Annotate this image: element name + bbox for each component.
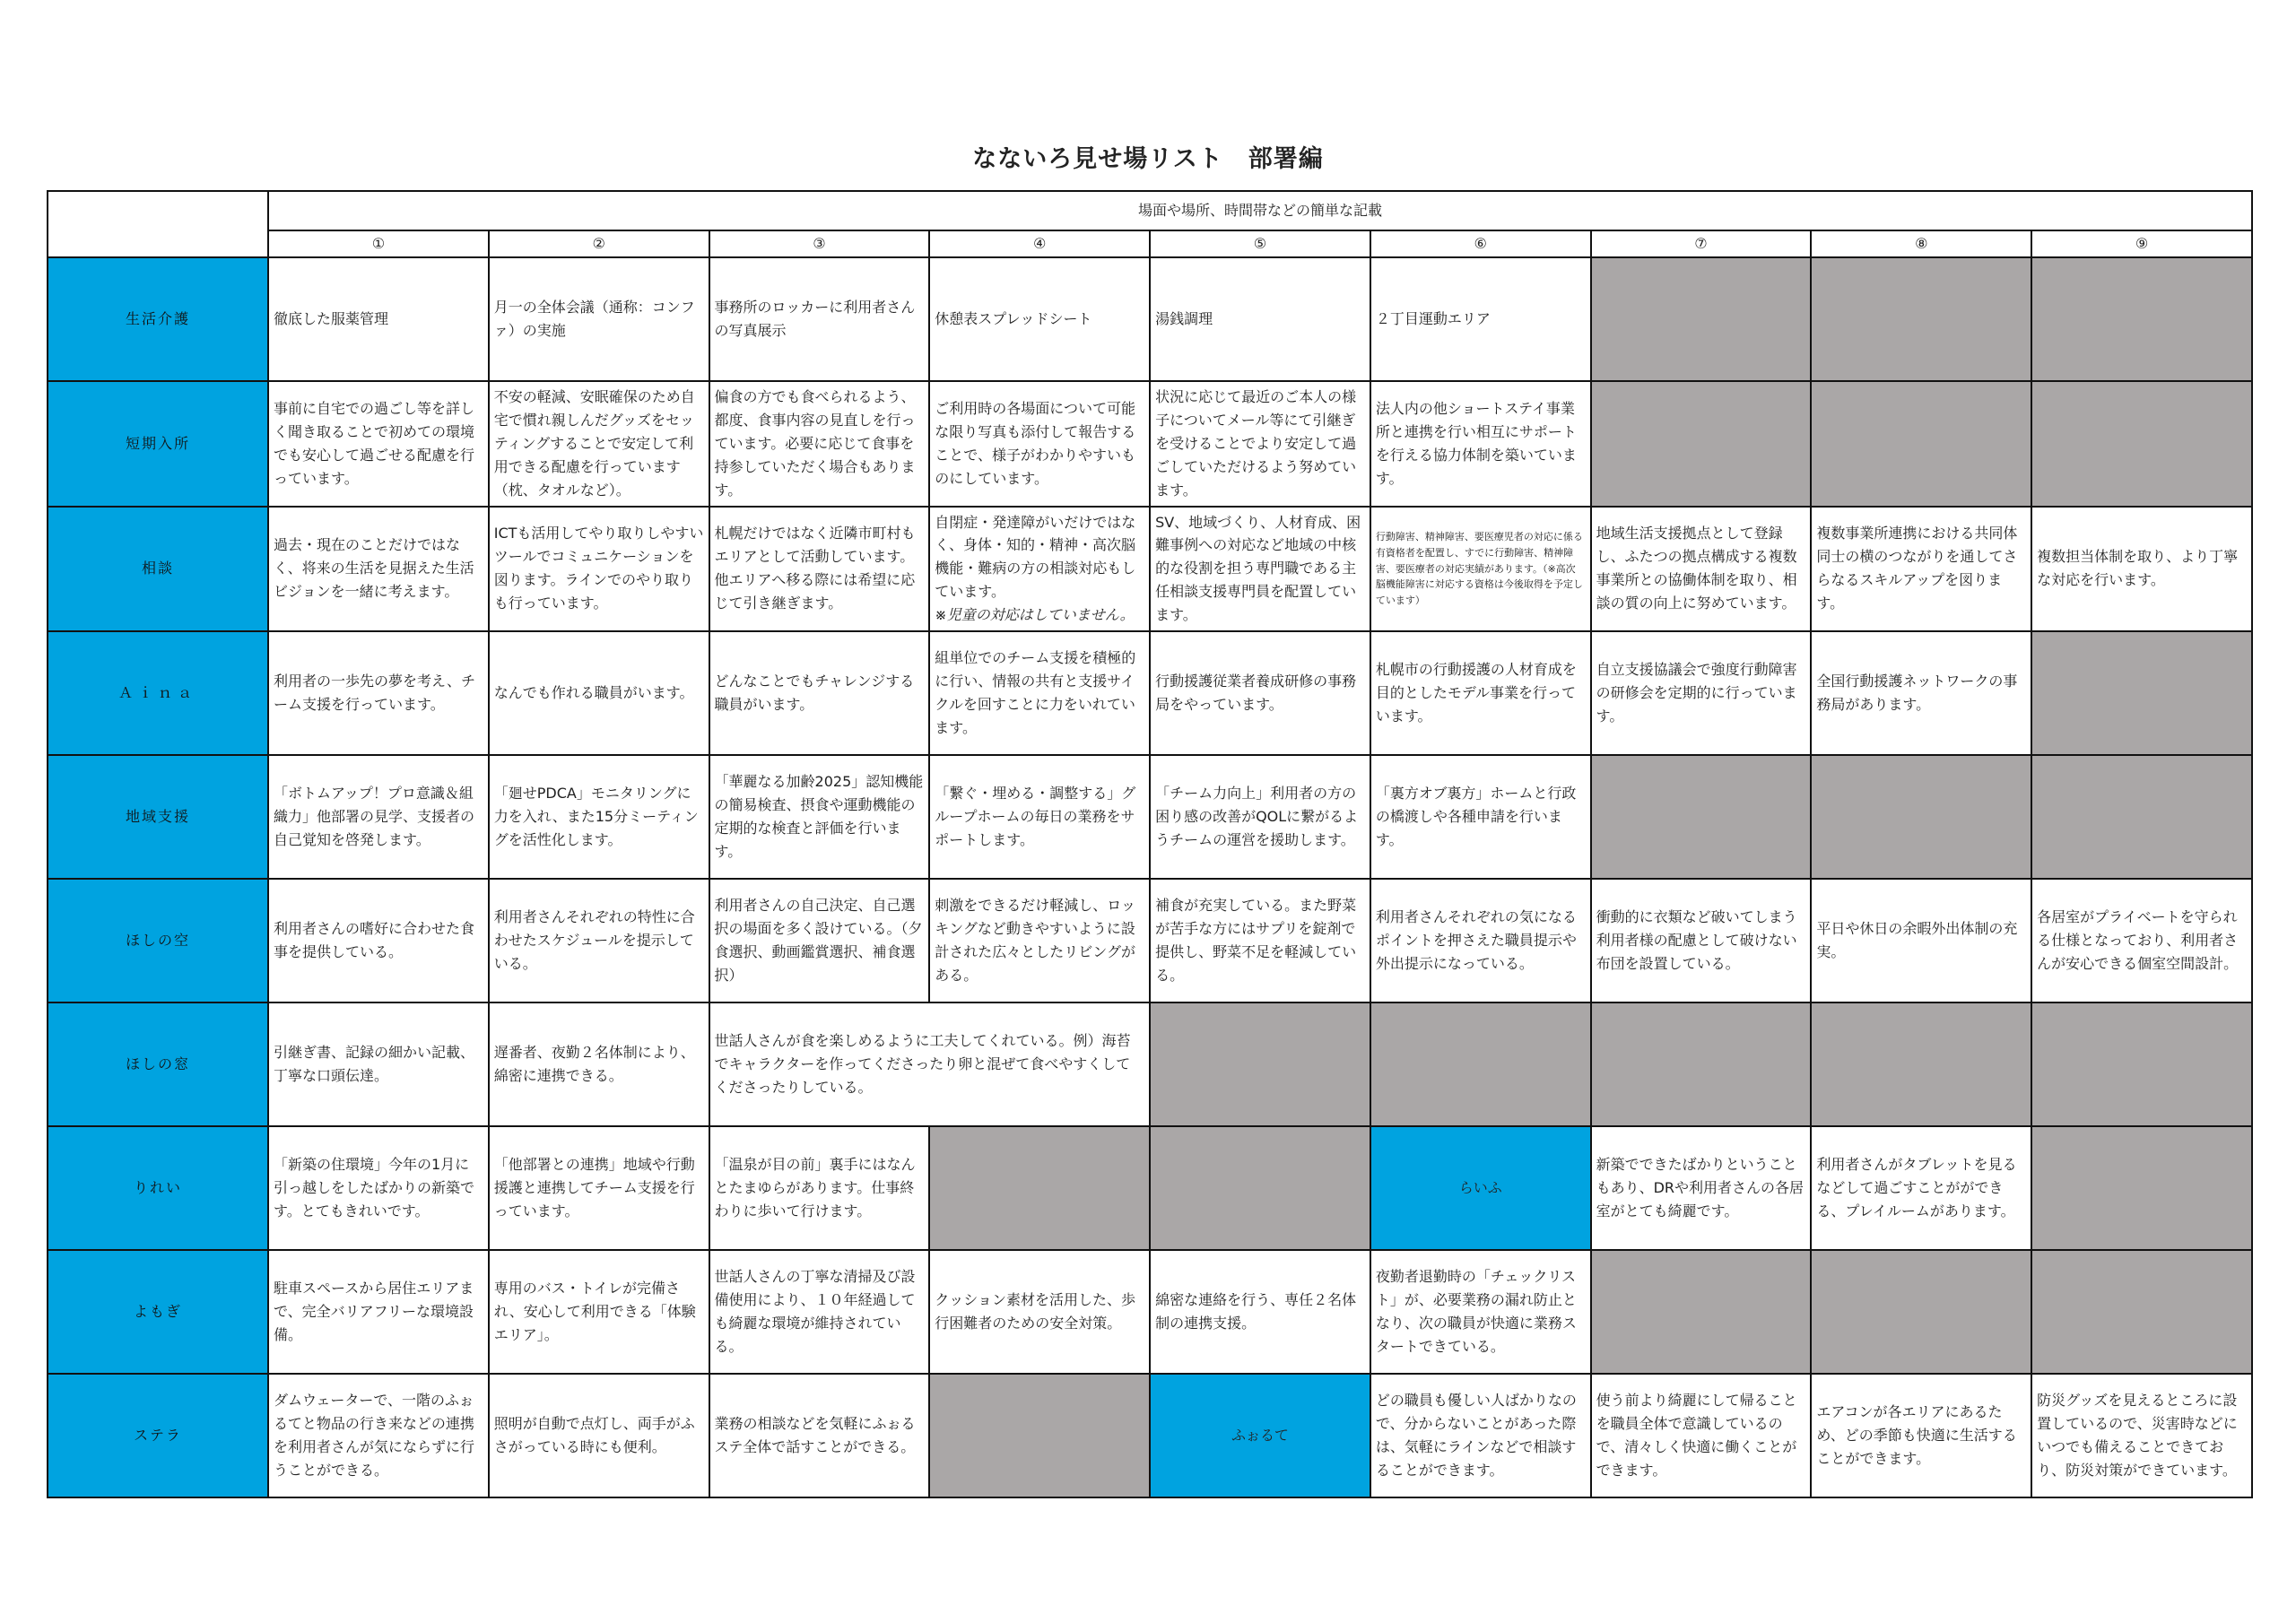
table-cell: 組単位でのチーム支援を積極的に行い、情報の共有と支援サイクルを回すことに力をいれています。	[929, 631, 1150, 755]
empty-cell	[2031, 381, 2252, 507]
empty-cell	[929, 1126, 1150, 1250]
table-cell: 「他部署との連携」地域や行動援護と連携してチーム支援を行っています。	[489, 1126, 709, 1250]
empty-cell	[1591, 1250, 1812, 1374]
table-cell: 駐車スペースから居住エリアまで、完全バリアフリーな環境設備。	[268, 1250, 489, 1374]
table-cell: 利用者の一歩先の夢を考え、チーム支援を行っています。	[268, 631, 489, 755]
table-cell: 利用者さんの自己決定、自己選択の場面を多く設けている。（夕食選択、動画鑑賞選択、補食選択）	[709, 879, 930, 1002]
table-cell: 「繋ぐ・埋める・調整する」グループホームの毎日の業務をサポートします。	[929, 755, 1150, 879]
table-cell: 複数事業所連携における共同体同士の横のつながりを通してさらなるスキルアップを図ります。	[1811, 507, 2031, 632]
table-cell: 利用者さんがタブレットを見るなどして過ごすことがができる、プレイルームがあります。	[1811, 1126, 2031, 1250]
table-row	[48, 631, 2252, 755]
empty-cell	[1150, 1126, 1370, 1250]
table-cell: 世話人さんが食を楽しめるように工夫してくれている。例）海苔でキャラクターを作ってくださったり卵と混ぜて食べやすくしてくださったりしている。	[709, 1002, 1151, 1126]
table-cell: 刺激をできるだけ軽減し、ロッキングなど動きやすいように設計された広々としたリビングがある。	[929, 879, 1150, 1002]
column-number: ⑧	[1811, 230, 2031, 257]
table-row	[48, 1126, 2252, 1250]
empty-cell	[1591, 381, 1812, 507]
cell-note: ※児童の対応はしていません。	[935, 606, 1135, 624]
column-number: ⑨	[2031, 230, 2252, 257]
table-cell: クッション素材を活用した、歩行困難者のための安全対策。	[929, 1250, 1150, 1374]
header-row	[48, 191, 2252, 230]
department-name: よもぎ	[48, 1250, 268, 1374]
table-cell: 補食が充実している。また野菜が苦手な方にはサプリを錠剤で提供し、野菜不足を軽減している。	[1150, 879, 1370, 1002]
empty-cell	[1591, 257, 1812, 381]
table-row	[48, 1250, 2252, 1374]
empty-cell	[2031, 631, 2252, 755]
table-cell: 業務の相談などを気軽にふぉるステ全体で話すことができる。	[709, 1374, 930, 1497]
table-cell: 「温泉が目の前」裏手にはなんとたまゆらがあります。仕事終わりに歩いて行けます。	[709, 1126, 930, 1250]
table-row	[48, 381, 2252, 507]
table-cell: 各居室がプライベートを守られる仕様となっており、利用者さんが安心できる個室空間設計。	[2031, 879, 2252, 1002]
table-row	[48, 879, 2252, 1002]
table-cell: 衝動的に衣類など破いてしまう利用者様の配慮として破けない布団を設置している。	[1591, 879, 1812, 1002]
department-name: 生活介護	[48, 257, 268, 381]
table-cell: 照明が自動で点灯し、両手がふさがっている時にも便利。	[489, 1374, 709, 1497]
empty-cell	[1811, 1250, 2031, 1374]
department-name: ほしの窓	[48, 1002, 268, 1126]
table-cell: 徹底した服薬管理	[268, 257, 489, 381]
column-number: ⑤	[1150, 230, 1370, 257]
table-cell: ２丁目運動エリア	[1370, 257, 1591, 381]
table-cell: 札幌市の行動援護の人材育成を目的としたモデル事業を行っています。	[1370, 631, 1591, 755]
table-row	[48, 755, 2252, 879]
table-cell: 全国行動援護ネットワークの事務局があります。	[1811, 631, 2031, 755]
column-number: ⑥	[1370, 230, 1591, 257]
empty-cell	[929, 1374, 1150, 1497]
table-cell: 世話人さんの丁寧な清掃及び設備使用により、１０年経過しても綺麗な環境が維持されている。	[709, 1250, 930, 1374]
table-cell: 「華麗なる加齢2025」認知機能の簡易検査、摂食や運動機能の定期的な検査と評価を行います。	[709, 755, 930, 879]
table-cell: 「チーム力向上」利用者の方の困り感の改善がQOLに繋がるようチームの運営を援助します。	[1150, 755, 1370, 879]
column-number: ③	[709, 230, 930, 257]
table-cell: 「裏方オブ裏方」ホームと行政の橋渡しや各種申請を行います。	[1370, 755, 1591, 879]
empty-cell	[2031, 755, 2252, 879]
table-cell: 事務所のロッカーに利用者さんの写真展示	[709, 257, 930, 381]
facility-label-cell: らいふ	[1370, 1126, 1591, 1250]
table-cell: 行動援護従業者養成研修の事務局をやっています。	[1150, 631, 1370, 755]
table-cell: 湯銭調理	[1150, 257, 1370, 381]
table-cell: 利用者さんそれぞれの特性に合わせたスケジュールを提示している。	[489, 879, 709, 1002]
department-name: 短期入所	[48, 381, 268, 507]
empty-cell	[1591, 1002, 1812, 1126]
empty-cell	[2031, 1250, 2252, 1374]
empty-cell	[1811, 1002, 2031, 1126]
table-cell: ICTも活用してやり取りしやすいツールでコミュニケーションを図ります。ラインでのやり取りも行っています。	[489, 507, 709, 632]
table-cell: 引継ぎ書、記録の細かい記載、丁寧な口頭伝達。	[268, 1002, 489, 1126]
department-name: Ａｉｎａ	[48, 631, 268, 755]
empty-cell	[2031, 1126, 2252, 1250]
showcase-table	[47, 190, 2253, 1498]
table-cell: 綿密な連絡を行う、専任２名体制の連携支援。	[1150, 1250, 1370, 1374]
table-cell: ダムウェーターで、一階のふぉるてと物品の行き来などの連携を利用者さんが気にならずに行うことができる。	[268, 1374, 489, 1497]
table-row	[48, 507, 2252, 632]
table-cell: 地域生活支援拠点として登録し、ふたつの拠点構成する複数事業所との協働体制を取り、相談の質の向上に努めています。	[1591, 507, 1812, 632]
department-name: りれい	[48, 1126, 268, 1250]
empty-cell	[1370, 1002, 1591, 1126]
table-cell: 札幌だけではなく近隣市町村もエリアとして活動しています。他エリアへ移る際には希望に応じて引き継ぎます。	[709, 507, 930, 632]
table-cell: 自立支援協議会で強度行動障害の研修会を定期的に行っています。	[1591, 631, 1812, 755]
table-cell: 利用者さんそれぞれの気になるポイントを押さえた職員提示や外出提示になっている。	[1370, 879, 1591, 1002]
table-row	[48, 1002, 2252, 1126]
table-cell: 偏食の方でも食べられるよう、都度、食事内容の見直しを行っています。必要に応じて食事を持参していただく場合もあります。	[709, 381, 930, 507]
table-cell: 休憩表スプレッドシート	[929, 257, 1150, 381]
table-cell: 「廻せPDCA」モニタリングに力を入れ、また15分ミーティングを活性化します。	[489, 755, 709, 879]
table-cell	[929, 507, 1150, 632]
department-name: 地域支援	[48, 755, 268, 879]
table-cell: エアコンが各エリアにあるため、どの季節も快適に生活することができます。	[1811, 1374, 2031, 1497]
table-cell: なんでも作れる職員がいます。	[489, 631, 709, 755]
empty-cell	[1150, 1002, 1370, 1126]
empty-cell	[1811, 755, 2031, 879]
empty-cell	[1811, 381, 2031, 507]
table-cell: 「ボトムアップ！プロ意識＆組織力」他部署の見学、支援者の自己覚知を啓発します。	[268, 755, 489, 879]
column-number: ④	[929, 230, 1150, 257]
department-name: ほしの空	[48, 879, 268, 1002]
department-name: 相談	[48, 507, 268, 632]
table-cell: 過去・現在のことだけではなく、将来の生活を見据えた生活ビジョンを一緒に考えます。	[268, 507, 489, 632]
table-cell: 事前に自宅での過ごし等を詳しく聞き取ることで初めての環境でも安心して過ごせる配慮を行っています。	[268, 381, 489, 507]
table-cell: 使う前より綺麗にして帰ることを職員全体で意識しているので、清々しく快適に働くことができます。	[1591, 1374, 1812, 1497]
page-title: なないろ見せ場リスト 部署編	[972, 145, 1324, 173]
empty-cell	[2031, 257, 2252, 381]
table-cell: 「新築の住環境」今年の1月に引っ越しをしたばかりの新築です。とてもきれいです。	[268, 1126, 489, 1250]
empty-cell	[1591, 755, 1812, 879]
table-cell: 行動障害、精神障害、要医療児者の対応に係る有資格者を配置し、すでに行動障害、精神障害、要医療者の対応実績があります。（※高次脳機能障害に対応する資格は今後取得を予定しています）	[1370, 507, 1591, 632]
table-row	[48, 257, 2252, 381]
corner-cell	[48, 191, 268, 257]
table-cell: どの職員も優しい人ばかりなので、分からないことがあった際は、気軽にラインなどで相談することができます。	[1370, 1374, 1591, 1497]
table-cell: 平日や休日の余暇外出体制の充実。	[1811, 879, 2031, 1002]
table-cell: どんなことでもチャレンジする職員がいます。	[709, 631, 930, 755]
table-row	[48, 1374, 2252, 1497]
table-cell: 専用のバス・トイレが完備され、安心して利用できる「体験エリア」。	[489, 1250, 709, 1374]
table-cell: 遅番者、夜勤２名体制により、綿密に連携できる。	[489, 1002, 709, 1126]
cell-text: 自閉症・発達障がいだけではなく、身体・知的・精神・高次脳機能・難病の方の相談対応もしています。	[935, 513, 1136, 601]
header-span-label: 場面や場所、時間帯などの簡単な記載	[268, 191, 2252, 230]
table-cell: 新築でできたばかりということもあり、DRや利用者さんの各居室がとても綺麗です。	[1591, 1126, 1812, 1250]
table-cell: 複数担当体制を取り、より丁寧な対応を行います。	[2031, 507, 2252, 632]
number-row	[48, 230, 2252, 257]
column-number: ②	[489, 230, 709, 257]
table-cell: 状況に応じて最近のご本人の様子についてメール等にて引継ぎを受けることでより安定して過ごしていただけるよう努めています。	[1150, 381, 1370, 507]
empty-cell	[2031, 1002, 2252, 1126]
column-number: ⑦	[1591, 230, 1812, 257]
table-cell: 防災グッズを見えるところに設置しているので、災害時などにいつでも備えることできており、防災対策ができています。	[2031, 1374, 2252, 1497]
table-cell: ご利用時の各場面について可能な限り写真も添付して報告することで、様子がわかりやすいものにしています。	[929, 381, 1150, 507]
empty-cell	[1811, 257, 2031, 381]
table-cell: 夜勤者退勤時の「チェックリスト」が、必要業務の漏れ防止となり、次の職員が快適に業務スタートできている。	[1370, 1250, 1591, 1374]
table-cell: SV、地域づくり、人材育成、困難事例への対応など地域の中核的な役割を担う専門職である主任相談支援専門員を配置しています。	[1150, 507, 1370, 632]
table-cell: 不安の軽減、安眠確保のため自宅で慣れ親しんだグッズをセッティングすることで安定して利用できる配慮を行っています（枕、タオルなど）。	[489, 381, 709, 507]
facility-label-cell: ふぉるて	[1150, 1374, 1370, 1497]
department-name: ステラ	[48, 1374, 268, 1497]
table-cell: 利用者さんの嗜好に合わせた食事を提供している。	[268, 879, 489, 1002]
table-cell: 法人内の他ショートステイ事業所と連携を行い相互にサポートを行える協力体制を築いています。	[1370, 381, 1591, 507]
column-number: ①	[268, 230, 489, 257]
table-cell: 月一の全体会議（通称：コンファ）の実施	[489, 257, 709, 381]
